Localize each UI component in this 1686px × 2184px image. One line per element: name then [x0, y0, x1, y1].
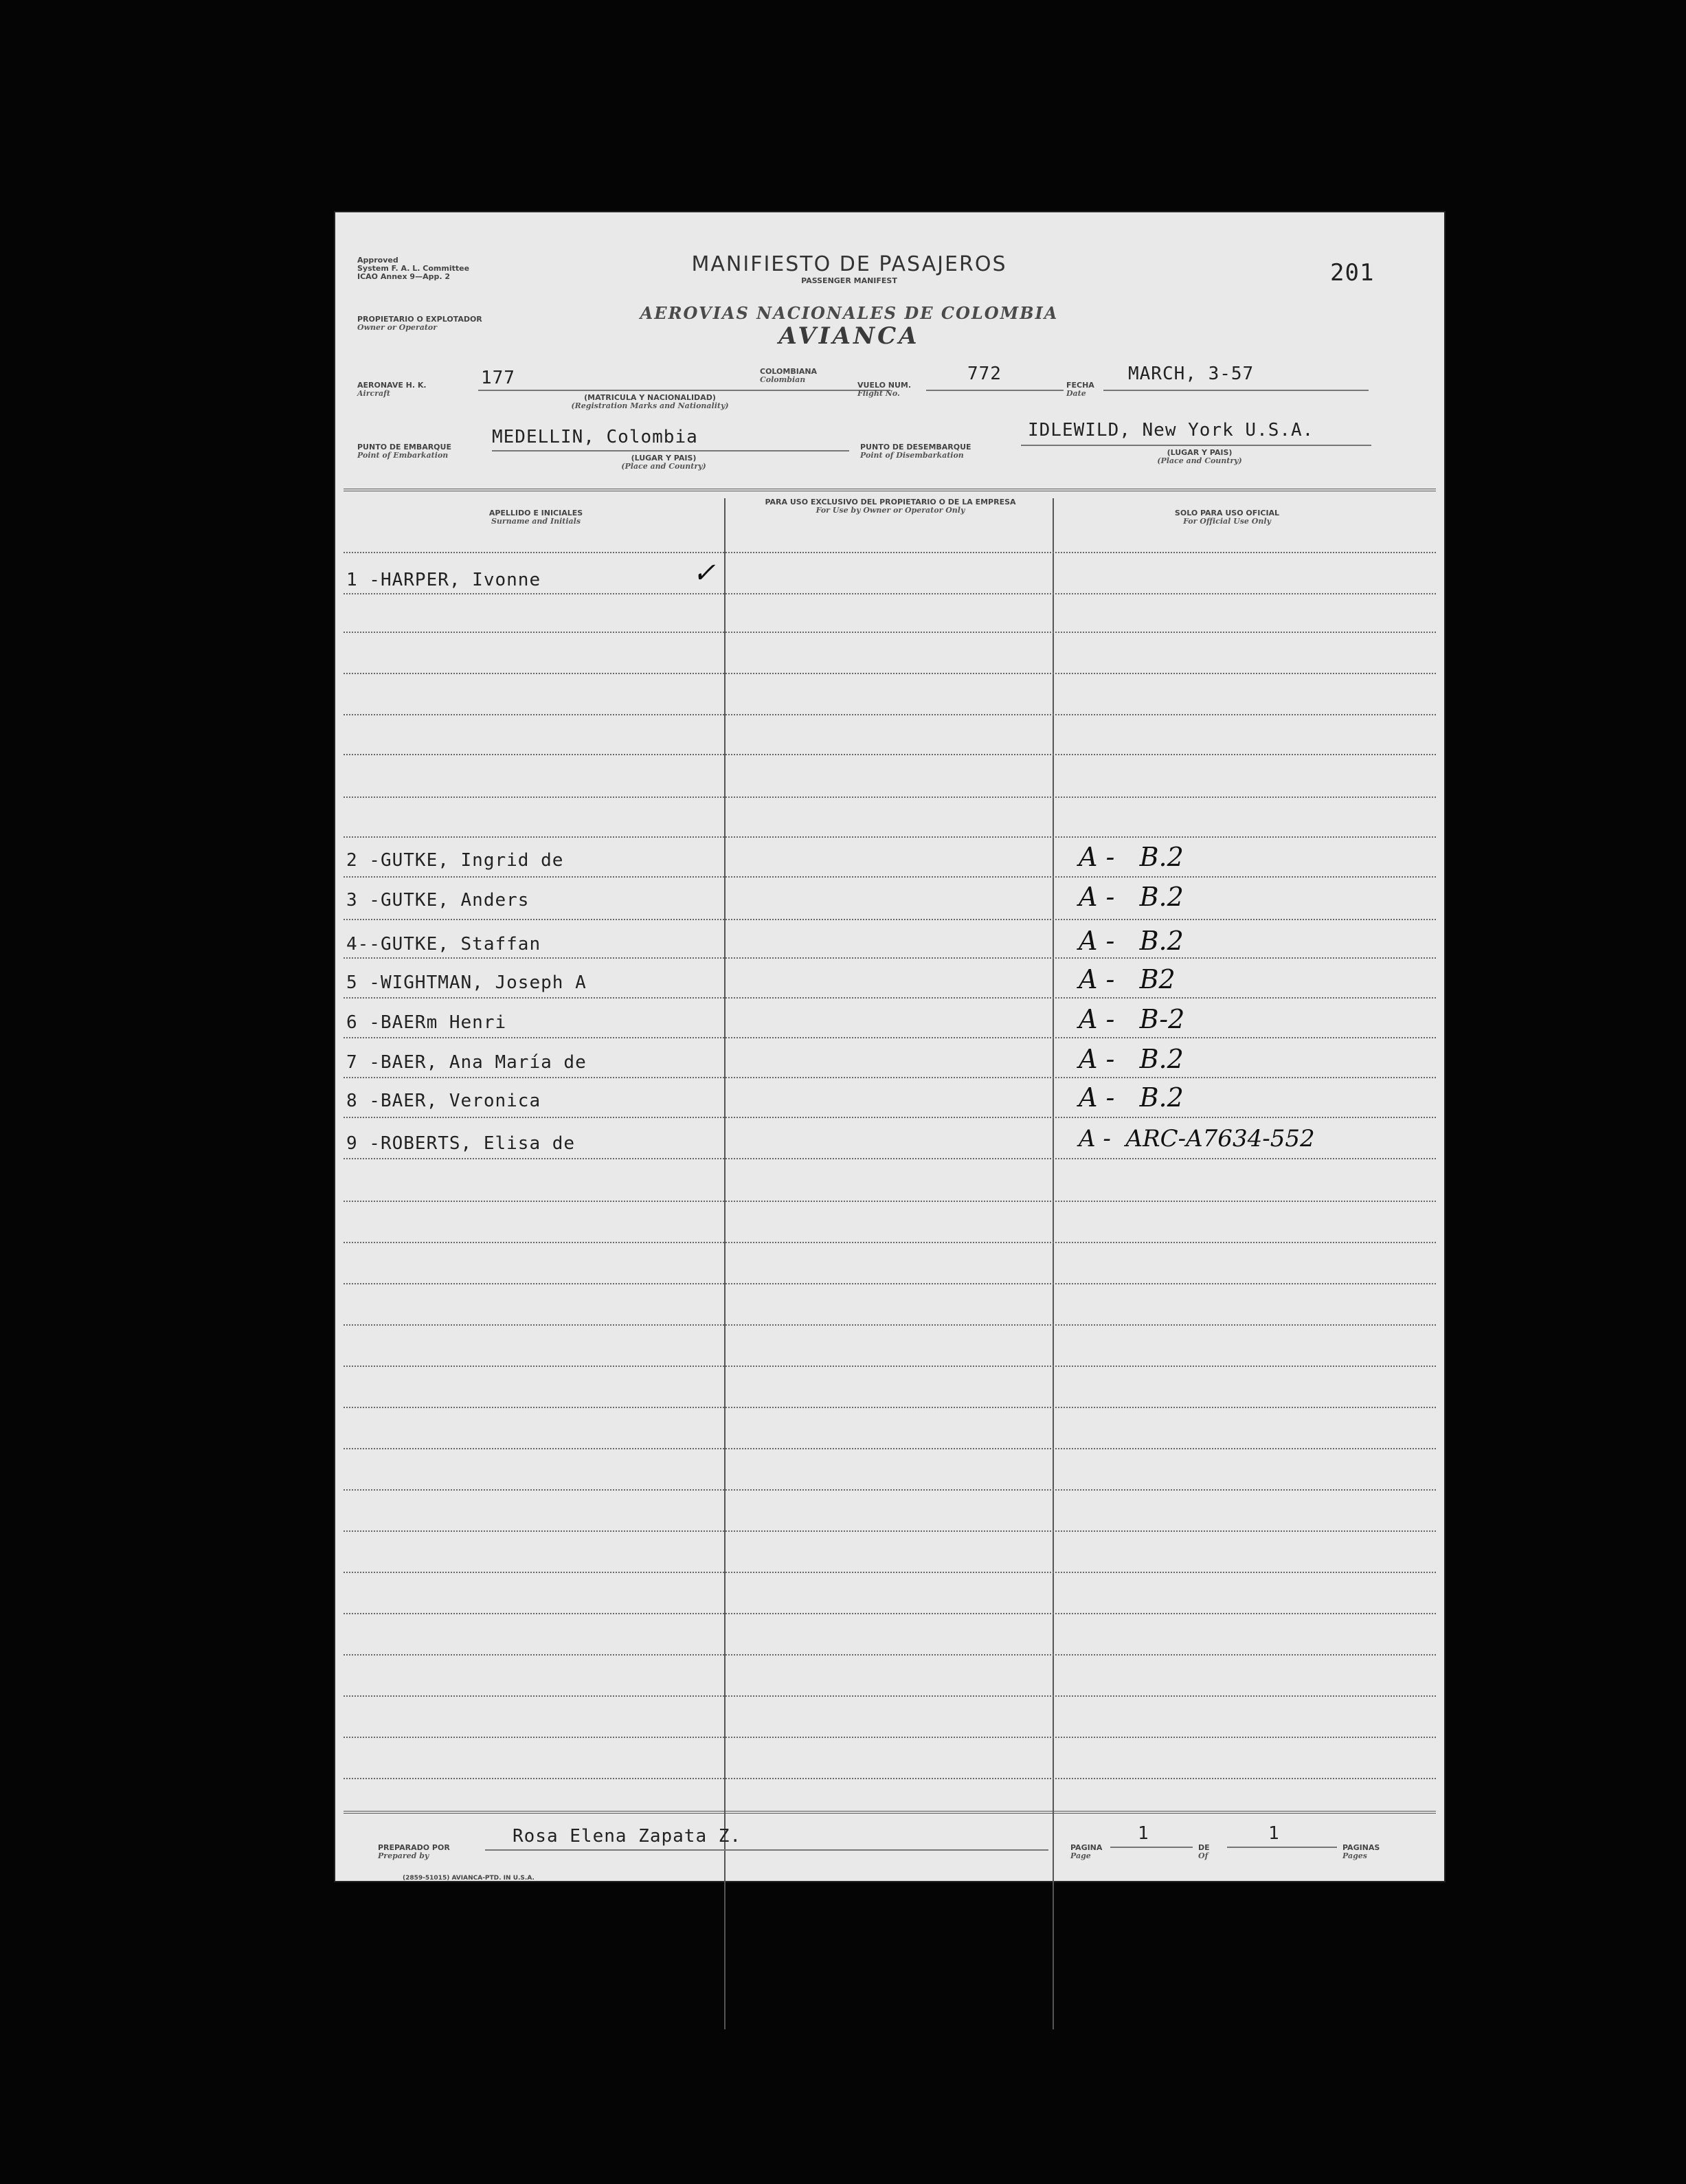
table-bottom-border [344, 1811, 1436, 1814]
nationality-label-es: COLOMBIANA [760, 367, 818, 376]
prepared-by-label-es: PREPARADO POR [378, 1843, 450, 1852]
column-title: PARA USO EXCLUSIVO DEL PROPIETARIO O DE LA EMPRESA [765, 498, 1016, 506]
page-value: 1 [1138, 1823, 1149, 1844]
aircraft-caption [519, 394, 780, 410]
pages-label-es: PAGINAS [1342, 1843, 1380, 1852]
disembarkation-label-es: PUNTO DE DESEMBARQUE [860, 443, 971, 452]
aircraft-value: 177 [481, 368, 515, 388]
column-title: APELLIDO E INICIALES [488, 509, 583, 517]
aircraft-line [478, 390, 890, 391]
pages-label [1342, 1844, 1380, 1860]
disembarkation-label-en: Point of Disembarkation [860, 451, 964, 460]
page-label-es: PAGINA [1070, 1843, 1103, 1852]
disembarkation-value: IDLEWILD, New York U.S.A. [1028, 420, 1314, 441]
ruled-line [344, 673, 1436, 674]
ruled-line [344, 1448, 1436, 1449]
passenger-official-note: A - B.2 [1079, 926, 1184, 956]
approval-line: System F. A. L. Committee [357, 264, 470, 273]
owner-label [357, 315, 482, 332]
column-header-official [1062, 509, 1392, 526]
passenger-official-note: A - B.2 [1079, 842, 1184, 872]
flight-label-en: Flight No. [857, 389, 900, 398]
passenger-official-note: A - B.2 [1079, 1082, 1184, 1113]
date-value: MARCH, 3-57 [1128, 364, 1255, 384]
passenger-name: 6 -BAERm Henri [346, 1012, 507, 1033]
ruled-line [344, 1695, 1436, 1697]
ruled-line [344, 1037, 1436, 1038]
aircraft-label-en: Aircraft [357, 389, 390, 398]
of-label [1198, 1844, 1210, 1860]
passenger-official-note: A - B.2 [1079, 1044, 1184, 1074]
passenger-official-note: A - ARC-A7634-552 [1079, 1125, 1315, 1152]
column-divider-2 [1053, 498, 1054, 2029]
passenger-name: 8 -BAER, Veronica [346, 1091, 541, 1111]
aircraft-caption-es: (MATRICULA Y NACIONALIDAD) [584, 393, 716, 402]
nationality-label-en: Colombian [760, 375, 806, 384]
airline-brand: AVIANCA [778, 322, 920, 350]
aircraft-label-es: AERONAVE H. K. [357, 381, 427, 390]
ruled-line [344, 997, 1436, 999]
ruled-line [344, 1077, 1436, 1078]
print-code: (2859-51015) AVIANCA-PTD. IN U.S.A. [403, 1875, 535, 1882]
embarkation-label-en: Point of Embarkation [357, 451, 449, 460]
disembarkation-label [860, 443, 971, 460]
ruled-line [344, 754, 1436, 755]
passenger-name: 9 -ROBERTS, Elisa de [346, 1133, 576, 1154]
page-number: 201 [1330, 259, 1375, 287]
ruled-line [344, 1489, 1436, 1491]
embarkation-line [492, 450, 849, 452]
of-line [1227, 1847, 1337, 1848]
prepared-by-label [378, 1844, 450, 1860]
ruled-line [344, 1201, 1436, 1202]
flight-label-es: VUELO NUM. [857, 381, 912, 390]
disembarkation-line [1021, 445, 1371, 446]
ruled-line [344, 593, 1436, 594]
aircraft-caption-en: (Registration Marks and Nationality) [571, 401, 729, 410]
date-label-es: FECHA [1066, 381, 1094, 390]
manifest-sheet [334, 211, 1446, 1882]
approval-line: ICAO Annex 9—App. 2 [357, 272, 450, 281]
column-subtitle: For Official Use Only [1183, 517, 1271, 526]
ruled-line [344, 1407, 1436, 1408]
airline-name: AEROVIAS NACIONALES DE COLOMBIA [640, 303, 1059, 323]
approval-note [357, 256, 469, 281]
ruled-line [344, 1778, 1436, 1779]
ruled-line [344, 1117, 1436, 1118]
ruled-line [344, 1158, 1436, 1159]
of-value: 1 [1268, 1823, 1280, 1844]
column-subtitle: Surname and Initials [491, 517, 581, 526]
disembarkation-caption [1097, 449, 1303, 465]
checkmark-mark: ✓ [693, 557, 716, 589]
embarkation-label [357, 443, 451, 460]
date-label [1066, 381, 1094, 398]
ruled-line [344, 796, 1436, 798]
ruled-line [344, 836, 1436, 838]
passenger-official-note: A - B2 [1079, 964, 1176, 994]
flight-label [857, 381, 911, 398]
flight-value: 772 [967, 364, 1002, 384]
passenger-name: 7 -BAER, Ana María de [346, 1052, 587, 1073]
ruled-line [344, 1737, 1436, 1738]
ruled-line [344, 1572, 1436, 1573]
ruled-line [344, 714, 1436, 715]
passenger-official-note: A - B-2 [1079, 1004, 1185, 1034]
embarkation-caption-es: (LUGAR Y PAIS) [631, 454, 697, 463]
ruled-line [344, 1242, 1436, 1243]
embarkation-caption [561, 454, 767, 471]
manifest-subtitle: PASSENGER MANIFEST [801, 276, 897, 285]
disembarkation-caption-es: (LUGAR Y PAIS) [1167, 448, 1233, 457]
owner-label-es: PROPIETARIO O EXPLOTADOR [357, 315, 482, 324]
of-label-es: DE [1198, 1843, 1210, 1852]
nationality-label [760, 368, 817, 384]
ruled-line [344, 1283, 1436, 1284]
of-label-en: Of [1198, 1851, 1209, 1860]
ruled-line [344, 919, 1436, 920]
embarkation-value: MEDELLIN, Colombia [492, 427, 698, 447]
page-line [1110, 1847, 1193, 1848]
page-label [1070, 1844, 1102, 1860]
ruled-line [344, 1613, 1436, 1614]
ruled-line [344, 1366, 1436, 1367]
passenger-name: 5 -WIGHTMAN, Joseph A [346, 972, 587, 993]
prepared-by-label-en: Prepared by [378, 1851, 429, 1860]
passenger-official-note: A - B.2 [1079, 882, 1184, 912]
column-header-operator [760, 498, 1021, 515]
passenger-name: 4--GUTKE, Staffan [346, 934, 541, 955]
embarkation-caption-en: (Place and Country) [621, 462, 706, 471]
owner-label-en: Owner or Operator [357, 323, 438, 332]
approval-line: Approved [357, 256, 398, 265]
ruled-line [344, 1530, 1436, 1532]
page-label-en: Page [1070, 1851, 1091, 1860]
aircraft-label [357, 381, 427, 398]
date-label-en: Date [1066, 389, 1086, 398]
ruled-line [344, 957, 1436, 959]
disembarkation-caption-en: (Place and Country) [1157, 456, 1242, 465]
ruled-line [344, 1324, 1436, 1326]
column-divider-1 [724, 498, 726, 2029]
ruled-line [344, 876, 1436, 878]
ruled-line [344, 632, 1436, 633]
date-line [1103, 390, 1369, 391]
pages-label-en: Pages [1342, 1851, 1367, 1860]
flight-line [926, 390, 1064, 391]
column-subtitle: For Use by Owner or Operator Only [816, 506, 965, 515]
prepared-by-value: Rosa Elena Zapata Z. [513, 1826, 742, 1847]
column-title: SOLO PARA USO OFICIAL [1174, 509, 1280, 517]
passenger-name: 3 -GUTKE, Anders [346, 890, 530, 911]
prepared-by-line [485, 1849, 1048, 1851]
passenger-name: 2 -GUTKE, Ingrid de [346, 850, 564, 871]
ruled-line [344, 552, 1436, 553]
manifest-title: MANIFIESTO DE PASAJEROS [691, 252, 1007, 276]
table-top-border [344, 489, 1436, 491]
embarkation-label-es: PUNTO DE EMBARQUE [357, 443, 451, 452]
column-header-surname [344, 509, 728, 526]
passenger-name: 1 -HARPER, Ivonne [346, 570, 541, 590]
ruled-line [344, 1654, 1436, 1656]
